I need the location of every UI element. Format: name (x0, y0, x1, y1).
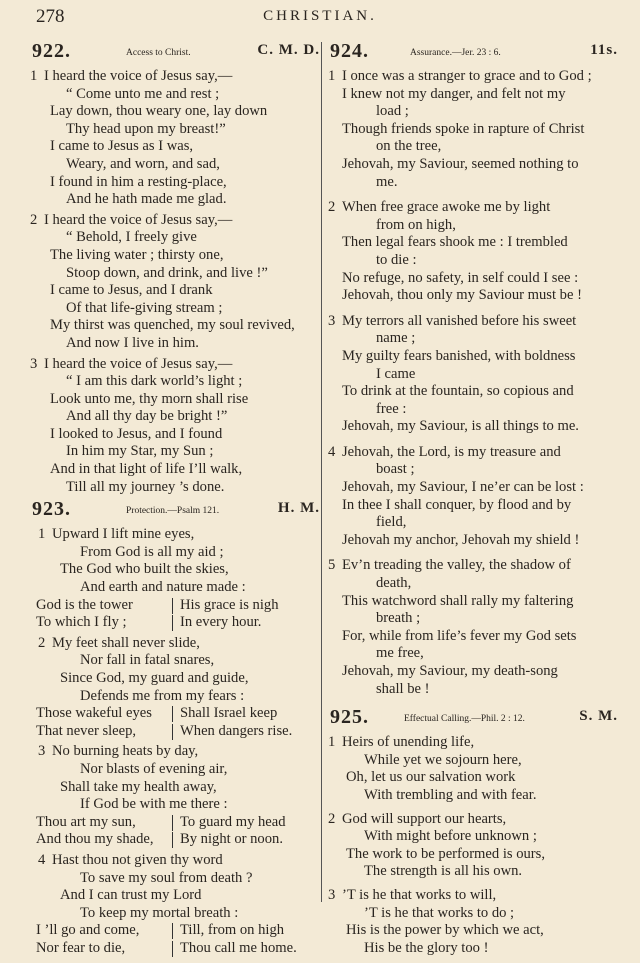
verse-line (328, 199, 620, 217)
verse-text: When free grace awoke me by light (342, 199, 551, 216)
running-head: CHRISTIAN. (263, 8, 377, 24)
hymn-923-header (30, 500, 322, 526)
verse-text: Jehovah, the Lord, is my treasure and (342, 443, 561, 460)
verse-text: The strength is all his own. (364, 863, 523, 880)
verse-text: me. (376, 173, 398, 190)
stanza-number: 2 (328, 199, 336, 216)
verse-line (328, 461, 620, 479)
verse-line (328, 497, 620, 515)
stanza (328, 734, 620, 804)
verse-line (30, 443, 322, 461)
verse-text: My thirst was quenched, my soul revived, (50, 317, 295, 334)
pair-bracket (172, 598, 173, 614)
hymn-924-header (328, 42, 620, 68)
verse-line (30, 174, 322, 192)
verse-text: from on high, (376, 216, 456, 233)
verse-text: With might before unknown ; (364, 828, 537, 845)
verse-line (30, 426, 322, 444)
verse-text: To drink at the fountain, so copious and (342, 383, 574, 400)
verse-line (30, 905, 322, 923)
verse-text: load ; (376, 103, 409, 120)
verse-line (328, 905, 620, 923)
verse-text: field, (376, 514, 407, 531)
verse-text: Weary, and worn, and sad, (66, 155, 220, 172)
verse-line (328, 734, 620, 752)
verse-line (328, 769, 620, 787)
verse-text: “ Behold, I freely give (66, 229, 197, 246)
paired-verse-line (30, 705, 322, 723)
verse-text: ’T is he that works to will, (342, 886, 497, 903)
pair-bracket (172, 815, 173, 831)
paired-verse-line (30, 597, 322, 615)
verse-text: Lay down, thou weary one, lay down (50, 103, 268, 120)
verse-text: In every hour. (180, 614, 262, 631)
pair-bracket (172, 615, 173, 631)
verse-text: For, while from life’s fever my God sets (342, 627, 577, 644)
verse-text: Nor fear to die, (36, 939, 126, 956)
verse-text: No burning heats by day, (52, 743, 199, 760)
verse-line (328, 593, 620, 611)
verse-text: In thee I shall conquer, by flood and by (342, 496, 572, 513)
verse-line (30, 300, 322, 318)
verse-line (328, 418, 620, 436)
pair-bracket (172, 832, 173, 848)
verse-text: me free, (376, 645, 424, 662)
verse-line (30, 479, 322, 497)
verse-text: Look unto me, thy morn shall rise (50, 390, 249, 407)
verse-text: My guilty fears banished, with boldness (342, 347, 576, 364)
verse-line (30, 526, 322, 544)
pair-bracket (172, 941, 173, 957)
paired-verse-line (30, 922, 322, 940)
verse-text: Nor blasts of evening air, (80, 760, 228, 777)
hymn-922-text (30, 68, 322, 496)
verse-line (30, 461, 322, 479)
verse-line (328, 846, 620, 864)
verse-text: I heard the voice of Jesus say,— (44, 211, 233, 228)
verse-text: I came (376, 365, 416, 382)
verse-text: My feet shall never slide, (52, 634, 200, 651)
verse-line (30, 688, 322, 706)
verse-line (30, 635, 322, 653)
verse-text: And all thy day be bright !” (66, 408, 228, 425)
verse-text: I found in him a resting-place, (50, 173, 227, 190)
verse-line (328, 383, 620, 401)
verse-text: Jehovah my anchor, Jehovah my shield ! (342, 531, 580, 548)
verse-line (328, 270, 620, 288)
stanza (328, 444, 620, 550)
verse-text: God is the tower (36, 596, 133, 613)
verse-line (30, 356, 322, 374)
verse-text: Jehovah, my Saviour, seemed nothing to (342, 155, 579, 172)
verse-text: My terrors all vanished before his sweet (342, 312, 577, 329)
verse-text: Then legal fears shook me : I trembled (342, 234, 568, 251)
hymn-922-header (30, 42, 322, 68)
verse-line (328, 252, 620, 270)
verse-text: To guard my head (180, 813, 286, 830)
verse-text: shall be ! (376, 680, 430, 697)
verse-text: I came to Jesus as I was, (50, 138, 194, 155)
verse-line (30, 156, 322, 174)
pair-bracket (172, 724, 173, 740)
hymn-number: 925. (330, 706, 369, 729)
hymn-title: Assurance.—Jer. 23 : 6. (410, 48, 501, 58)
verse-text: To save my soul from death ? (80, 869, 253, 886)
paired-verse-line (30, 940, 322, 958)
verse-text: No refuge, no safety, in self could I see : (342, 269, 579, 286)
verse-text: I once was a stranger to grace and to God ; (342, 68, 592, 84)
verse-line (30, 335, 322, 353)
verse-text: Shall Israel keep (180, 705, 278, 722)
hymn-meter: 11s. (590, 42, 618, 58)
left-column (30, 40, 322, 961)
verse-line (328, 828, 620, 846)
verse-text: Those wakeful eyes (36, 705, 152, 722)
verse-text: When dangers rise. (180, 722, 293, 739)
pair-bracket (172, 923, 173, 939)
verse-text: I came to Jesus, and I drank (50, 282, 213, 299)
verse-line (30, 86, 322, 104)
verse-text: His be the glory too ! (364, 939, 489, 956)
verse-line (328, 401, 620, 419)
verse-line (328, 348, 620, 366)
verse-text: God will support our hearts, (342, 810, 507, 827)
verse-line (328, 557, 620, 575)
verse-line (328, 217, 620, 235)
verse-text: The living water ; thirsty one, (50, 246, 224, 263)
stanza-number: 1 (38, 526, 46, 543)
verse-line (328, 444, 620, 462)
verse-line (30, 761, 322, 779)
verse-text: Heirs of unending life, (342, 734, 475, 751)
verse-text: “ Come unto me and rest ; (66, 85, 220, 102)
verse-line (328, 863, 620, 881)
verse-line (328, 138, 620, 156)
verse-text: This watchword shall rally my faltering (342, 592, 574, 609)
verse-text: To which I fly ; (36, 614, 127, 631)
stanza-number: 2 (30, 211, 38, 228)
verse-line (328, 752, 620, 770)
verse-text: Jehovah, my Saviour, I ne’er can be lost : (342, 479, 584, 496)
verse-text: Stoop down, and drink, and live !” (66, 264, 268, 281)
verse-line (30, 796, 322, 814)
hymn-meter: C. M. D. (257, 42, 320, 58)
verse-line (328, 330, 620, 348)
verse-line (328, 156, 620, 174)
hymn-title: Effectual Calling.—Phil. 2 : 12. (404, 714, 525, 725)
verse-text: on the tree, (376, 138, 442, 155)
verse-text: Though friends spoke in rapture of Christ (342, 120, 585, 137)
stanza (30, 356, 322, 497)
hymn-924-text (328, 68, 620, 698)
verse-text: Thy head upon my breast!” (66, 120, 226, 137)
verse-line (328, 940, 620, 958)
verse-line (30, 317, 322, 335)
hymn-923-text (30, 526, 322, 957)
verse-line (30, 887, 322, 905)
stanza (30, 68, 322, 209)
verse-text: Till all my journey ’s done. (66, 478, 225, 495)
verse-line (30, 212, 322, 230)
verse-text: Jehovah, my Saviour, my death-song (342, 663, 558, 679)
stanza-number: 3 (38, 743, 46, 760)
verse-line (328, 922, 620, 940)
verse-text: In him my Star, my Sun ; (66, 443, 214, 460)
verse-line (328, 610, 620, 628)
stanza (30, 635, 322, 741)
stanza-number: 2 (328, 810, 336, 827)
verse-line (328, 366, 620, 384)
verse-text: Upward I lift mine eyes, (52, 526, 195, 543)
verse-line (328, 887, 620, 905)
verse-text: And now I live in him. (66, 334, 199, 351)
verse-text: Defends me from my fears : (80, 687, 245, 704)
verse-line (328, 628, 620, 646)
verse-line (30, 870, 322, 888)
hymn-925-header (328, 708, 620, 734)
verse-text: The God who built the skies, (60, 561, 229, 578)
verse-text: Oh, let us our salvation work (346, 769, 516, 786)
verse-text: to die : (376, 251, 417, 268)
verse-text: Thou art my sun, (36, 813, 136, 830)
hymn-title: Protection.—Psalm 121. (126, 506, 220, 517)
verse-text: boast ; (376, 461, 415, 478)
verse-line (328, 575, 620, 593)
verse-text: death, (376, 575, 412, 592)
verse-text: I looked to Jesus, and I found (50, 425, 223, 442)
verse-text: And he hath made me glad. (66, 191, 227, 208)
verse-line (328, 532, 620, 550)
stanza (328, 887, 620, 957)
stanza (30, 852, 322, 958)
verse-text: I heard the voice of Jesus say,— (44, 355, 233, 372)
verse-line (328, 174, 620, 192)
verse-text: Nor fall in fatal snares, (80, 652, 215, 669)
stanza-number: 2 (38, 634, 46, 651)
verse-line (328, 514, 620, 532)
verse-line (30, 408, 322, 426)
verse-line (30, 652, 322, 670)
stanza-number: 3 (30, 355, 38, 372)
paired-verse-line (30, 614, 322, 632)
verse-text: I ’ll go and come, (36, 922, 140, 939)
page-number: 278 (36, 6, 65, 27)
verse-text: name ; (376, 330, 416, 347)
stanza (328, 557, 620, 698)
verse-line (30, 391, 322, 409)
verse-line (328, 68, 620, 86)
verse-line (328, 479, 620, 497)
verse-text: Shall take my health away, (60, 778, 217, 795)
verse-text: Till, from on high (180, 922, 285, 939)
verse-text: To keep my mortal breath : (80, 904, 239, 921)
verse-line (328, 811, 620, 829)
verse-text: I knew not my danger, and felt not my (342, 85, 566, 102)
stanza-number: 1 (30, 68, 38, 84)
pair-bracket (172, 706, 173, 722)
hymn-number: 924. (330, 40, 369, 62)
verse-line (30, 579, 322, 597)
verse-line (328, 234, 620, 252)
stanza-number: 1 (328, 734, 336, 751)
verse-line (30, 103, 322, 121)
verse-line (328, 103, 620, 121)
hymn-meter: S. M. (579, 708, 618, 725)
hymn-925-text (328, 734, 620, 957)
verse-line (328, 663, 620, 681)
verse-text: His grace is nigh (180, 596, 279, 613)
verse-line (30, 373, 322, 391)
verse-text: And thou my shade, (36, 831, 154, 848)
verse-text: Thou call me home. (180, 939, 297, 956)
page-header (0, 0, 640, 32)
verse-text: That never sleep, (36, 722, 137, 739)
verse-text: Of that life-giving stream ; (66, 299, 223, 316)
verse-line (30, 670, 322, 688)
verse-text: breath ; (376, 610, 421, 627)
verse-line (328, 121, 620, 139)
stanza (328, 199, 620, 305)
verse-text: His is the power by which we act, (346, 922, 544, 939)
verse-text: And I can trust my Lord (60, 887, 202, 904)
verse-text: Jehovah, thou only my Saviour must be ! (342, 287, 582, 304)
verse-text: Jehovah, my Saviour, is all things to me. (342, 418, 579, 435)
verse-text: And in that light of life I’ll walk, (50, 461, 243, 478)
verse-line (30, 852, 322, 870)
verse-text: While yet we sojourn here, (364, 751, 522, 768)
stanza (30, 743, 322, 849)
verse-line (30, 265, 322, 283)
verse-text: By night or noon. (180, 831, 283, 848)
verse-line (30, 779, 322, 797)
paired-verse-line (30, 814, 322, 832)
verse-line (30, 68, 322, 86)
hymn-number: 922. (32, 40, 71, 62)
stanza-number: 3 (328, 886, 336, 903)
stanza-number: 4 (38, 851, 46, 868)
stanza (30, 526, 322, 632)
verse-text: “ I am this dark world’s light ; (66, 373, 243, 390)
verse-text: If God be with me there : (80, 796, 228, 813)
stanza-number: 1 (328, 68, 336, 84)
stanza (30, 212, 322, 353)
stanza (328, 68, 620, 191)
verse-line (328, 681, 620, 699)
verse-line (30, 247, 322, 265)
verse-line (328, 86, 620, 104)
verse-line (30, 191, 322, 209)
verse-line (30, 743, 322, 761)
verse-line (30, 121, 322, 139)
verse-line (30, 282, 322, 300)
verse-text: The work to be performed is ours, (346, 845, 545, 862)
verse-line (30, 544, 322, 562)
right-column (328, 40, 620, 963)
verse-line (328, 787, 620, 805)
paired-verse-line (30, 723, 322, 741)
hymn-meter: H. M. (277, 500, 320, 517)
verse-text: And earth and nature made : (80, 579, 246, 596)
verse-line (30, 138, 322, 156)
verse-text: From God is all my aid ; (80, 543, 224, 560)
hymn-title: Access to Christ. (126, 48, 191, 58)
verse-text: With trembling and with fear. (364, 786, 537, 803)
stanza-number: 5 (328, 557, 336, 574)
verse-text: Ev’n treading the valley, the shadow of (342, 557, 571, 574)
hymn-number: 923. (32, 498, 71, 521)
verse-text: Hast thou not given thy word (52, 851, 223, 868)
verse-line (30, 229, 322, 247)
verse-text: I heard the voice of Jesus say,— (44, 68, 233, 84)
verse-line (30, 561, 322, 579)
verse-text: ’T is he that works to do ; (364, 904, 515, 921)
stanza-number: 4 (328, 443, 336, 460)
verse-line (328, 287, 620, 305)
verse-line (328, 313, 620, 331)
stanza (328, 811, 620, 881)
verse-line (328, 645, 620, 663)
stanza (328, 313, 620, 436)
verse-text: Since God, my guard and guide, (60, 670, 249, 686)
verse-text: free : (376, 400, 407, 417)
paired-verse-line (30, 831, 322, 849)
stanza-number: 3 (328, 312, 336, 329)
